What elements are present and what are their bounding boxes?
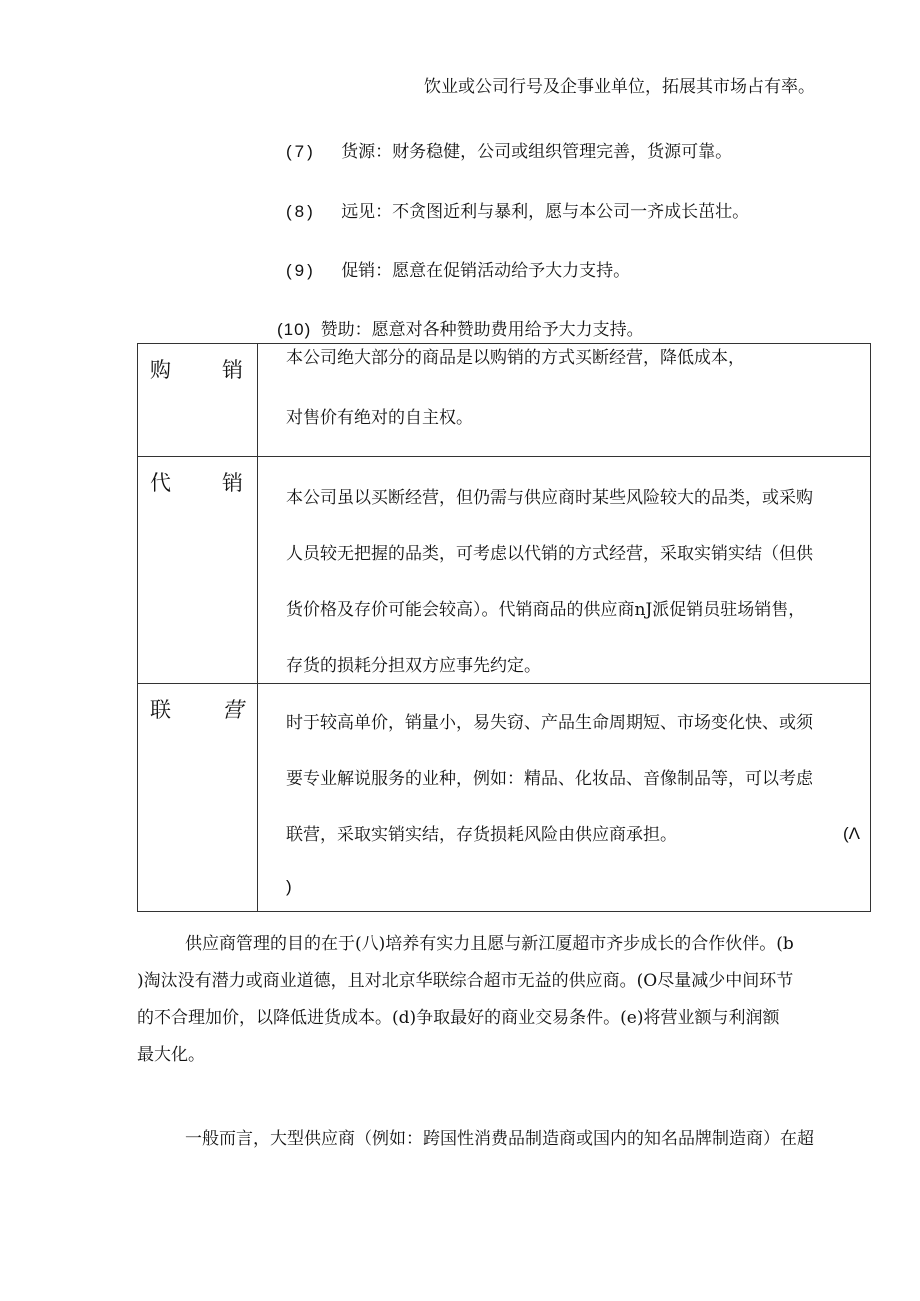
tail-paren: ) xyxy=(286,877,292,896)
tail-marker: (Λ xyxy=(842,824,860,843)
content-line: 人员较无把握的品类，可考虑以代销的方式经营，采取实销实结（但供 xyxy=(286,544,813,564)
row-content-cell xyxy=(258,684,871,912)
content-line: 时于较高单价，销量小，易失窃、产品生命周期短、市场变化快、或须 xyxy=(286,713,813,733)
label-char: 销 xyxy=(222,358,243,382)
criterion-number: (7) xyxy=(286,142,316,161)
criterion-8 xyxy=(286,201,749,223)
paragraph-line: 的不合理加价，以降低进货成本。(d)争取最好的商业交易条件。(e)将营业额与利润额 xyxy=(137,1008,780,1028)
label-char: 购 xyxy=(150,358,171,382)
row-label-cell xyxy=(138,344,258,457)
paragraph-line: )淘汰没有潜力或商业道德，且对北京华联综合超市无益的供应商。(O尽量减少中间环节 xyxy=(137,971,794,991)
criterion-number: (9) xyxy=(286,261,316,280)
content-line: 对售价有绝对的自主权。 xyxy=(286,408,473,428)
top-line: 饮业或公司行号及企事业单位，拓展其市场占有率。 xyxy=(424,77,815,97)
content-line: 本公司绝大部分的商品是以购销的方式买断经营，降低成本， xyxy=(286,348,745,368)
table-row xyxy=(138,684,871,912)
label-char: 代 xyxy=(150,471,171,495)
row-content-cell xyxy=(258,344,871,457)
row-label xyxy=(138,344,257,384)
criterion-9 xyxy=(286,260,630,282)
criterion-text: 远见：不贪图近利与暴利，愿与本公司一齐成长茁壮。 xyxy=(341,202,750,222)
row-label xyxy=(138,457,257,497)
paragraph-line: 供应商管理的目的在于(八)培养有实力且愿与新江厦超市齐步成长的合作伙伴。(b xyxy=(185,934,794,954)
table-row xyxy=(138,344,871,457)
content-line: 联营，采取实销实结，存货损耗风险由供应商承担。 xyxy=(286,825,677,845)
criterion-number: (8) xyxy=(286,202,316,221)
criterion-7 xyxy=(286,141,732,163)
criterion-number: (10) xyxy=(277,320,312,339)
row-label xyxy=(138,684,257,724)
content-line-tail xyxy=(286,876,860,898)
paragraph-general xyxy=(137,1128,871,1150)
table-row xyxy=(138,457,871,684)
criterion-text: 货源：财务稳健，公司或组织管理完善，货源可靠。 xyxy=(341,142,733,162)
row-label-cell xyxy=(138,684,258,912)
content-line: 要专业解说服务的业种，例如：精品、化妆品、音像制品等，可以考虑 xyxy=(286,769,813,789)
label-char: 销 xyxy=(222,471,243,495)
row-content-cell xyxy=(258,457,871,684)
criterion-10 xyxy=(277,319,644,341)
content-line: 存货的损耗分担双方应事先约定。 xyxy=(286,656,541,676)
label-char: 联 xyxy=(150,698,171,722)
criterion-text: 赞助：愿意对各种赞助费用给予大力支持。 xyxy=(320,320,644,340)
label-char: 营 xyxy=(222,698,243,722)
paragraph-line: 一般而言，大型供应商（例如：跨国性消费品制造商或国内的知名品牌制造商）在超 xyxy=(185,1129,814,1149)
row-label-cell xyxy=(138,457,258,684)
paragraph-purpose xyxy=(137,933,871,1066)
content-line: 本公司虽以买断经营，但仍需与供应商时某些风险较大的品类，或采购 xyxy=(286,488,813,508)
criterion-text: 促销：愿意在促销活动给予大力支持。 xyxy=(341,261,631,281)
paragraph-line: 最大化。 xyxy=(137,1045,205,1065)
operation-types-table xyxy=(137,343,871,912)
content-line: 货价格及存价可能会较高）。代销商品的供应商nJ派促销员驻场销售， xyxy=(286,600,806,620)
